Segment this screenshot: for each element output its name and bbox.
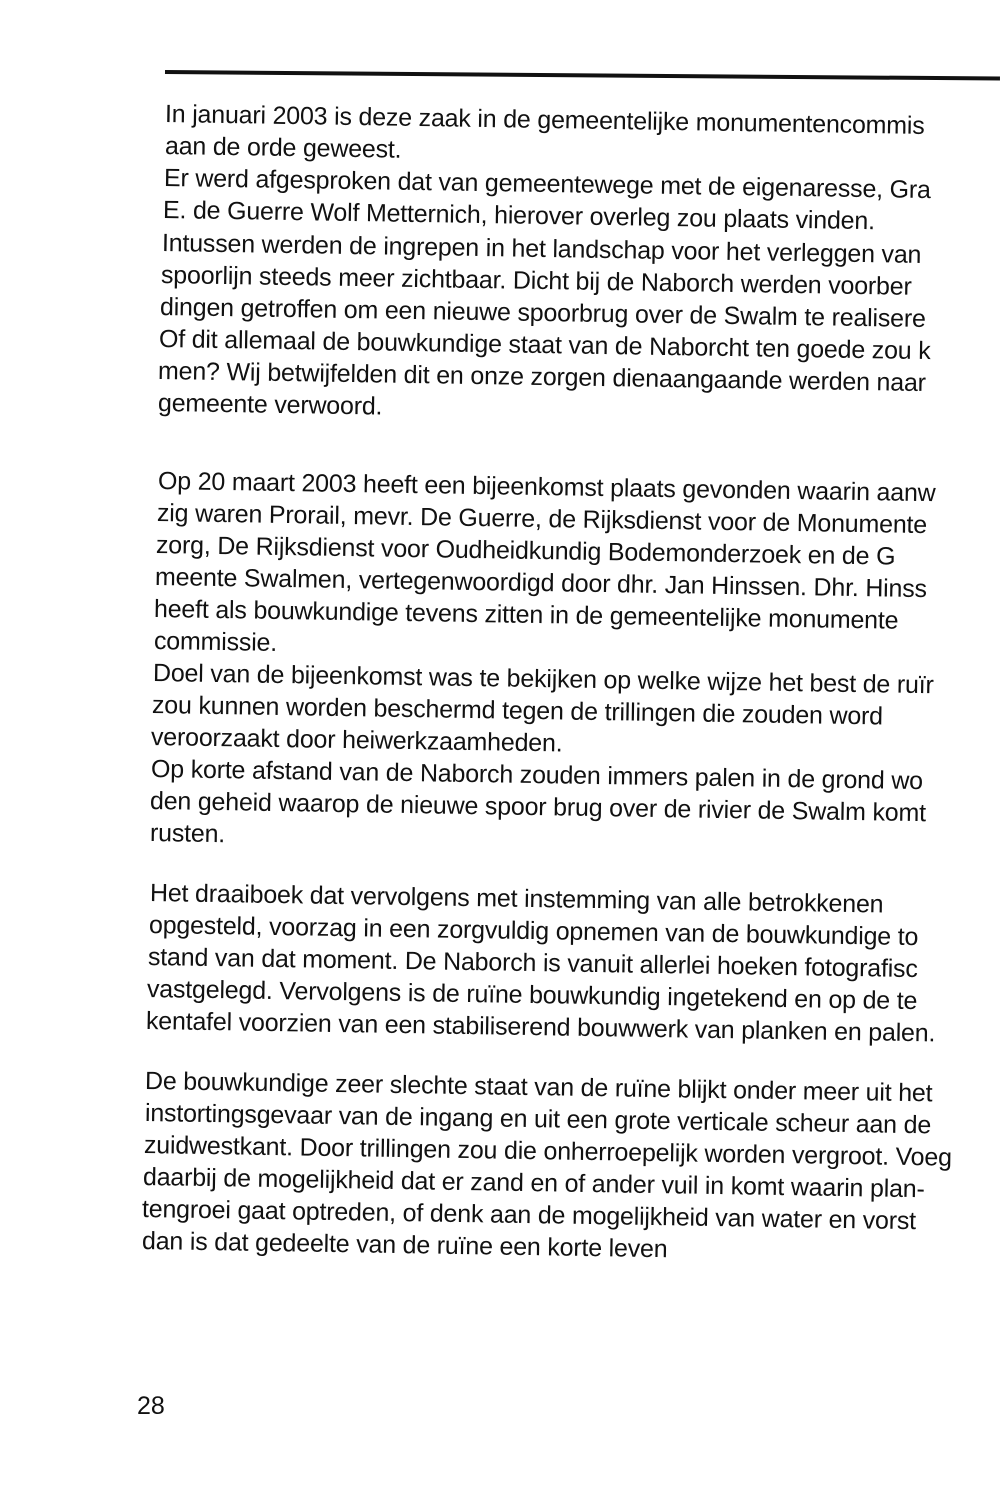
text-line: commissie.: [153, 627, 278, 657]
text-line: kentafel voorzien van een stabiliserend bouwwerk van planken en palen.: [145, 1007, 936, 1048]
text-line: vastgelegd. Vervolgens is de ruïne bouwkundig ingetekend en op de te: [146, 975, 918, 1016]
page-number: 28: [137, 1392, 165, 1420]
text-line: spoorlijn steeds meer zichtbaar. Dicht bij de Naborch werden voorber: [160, 261, 912, 301]
text-line: De bouwkundige zeer slechte staat van de ruïne blijkt onder meer uit het: [144, 1067, 933, 1108]
text-line: meente Swalmen, vertegenwoordigd door dhr. Jan Hinssen. Dhr. Hinss: [154, 563, 928, 604]
text-line: zorg, De Rijksdienst voor Oudheidkundig Bodemonderzoek en de G: [155, 531, 896, 571]
text-line: Het draaiboek dat vervolgens met instemming van alle betrokkenen: [149, 879, 884, 919]
text-line: Doel van de bijeenkomst was te bekijken op welke wijze het best de ruïr: [152, 659, 934, 700]
text-line: Op korte afstand van de Naborch zouden immers palen in de grond wo: [150, 755, 924, 796]
text-line: instortingsgevaar van de ingang en uit een grote verticale scheur aan de: [144, 1099, 932, 1140]
text-line: zig waren Prorail, mevr. De Guerre, de Rijksdienst voor de Monumente: [156, 499, 928, 540]
text-line: Intussen werden de ingrepen in het landschap voor het verleggen van: [161, 229, 922, 269]
text-line: opgesteld, voorzag in een zorgvuldig opnemen van de bouwkundige to: [148, 911, 919, 952]
text-line: gemeente verwoord.: [157, 389, 383, 421]
text-line: heeft als bouwkundige tevens zitten in de gemeentelijke monumente: [153, 595, 899, 635]
text-line: dingen getroffen om een nieuwe spoorbrug over de Swalm te realisere: [159, 293, 926, 334]
text-line: zuidwestkant. Door trillingen zou die onherroepelijk worden vergroot. Voeg: [143, 1131, 953, 1172]
text-line: daarbij de mogelijkheid dat er zand en of ander vuil in komt waarin plan-: [142, 1163, 925, 1204]
text-line: zou kunnen worden beschermd tegen de trillingen die zouden word: [151, 691, 884, 731]
text-line: stand van dat moment. De Naborch is vanuit allerlei hoeken fotografisc: [147, 943, 918, 984]
text-line: rusten.: [149, 819, 226, 849]
text-line: tengroei gaat optreden, of denk aan de mogelijkheid van water en vorst: [141, 1195, 917, 1236]
text-line: E. de Guerre Wolf Metternich, hierover overleg zou plaats vinden.: [162, 196, 876, 236]
text-line: den geheid waarop de nieuwe spoor brug over de rivier de Swalm komt: [149, 787, 927, 828]
text-line: aan de orde geweest.: [164, 132, 402, 164]
text-line: Of dit allemaal de bouwkundige staat van de Naborcht ten goede zou k: [158, 325, 931, 366]
text-line: men? Wij betwijfelden dit en onze zorgen dienaangaande werden naar: [157, 357, 927, 398]
text-line: Op 20 maart 2003 heeft een bijeenkomst plaats gevonden waarin aanw: [157, 467, 936, 508]
text-line: In januari 2003 is deze zaak in de gemeentelijke monumentencommis: [164, 100, 925, 140]
text-line: dan is dat gedeelte van de ruïne een korte leven: [141, 1227, 668, 1264]
text-line: Er werd afgesproken dat van gemeentewege met de eigenaresse, Gra: [163, 164, 931, 205]
text-line: veroorzaakt door heiwerkzaamheden.: [150, 723, 563, 758]
